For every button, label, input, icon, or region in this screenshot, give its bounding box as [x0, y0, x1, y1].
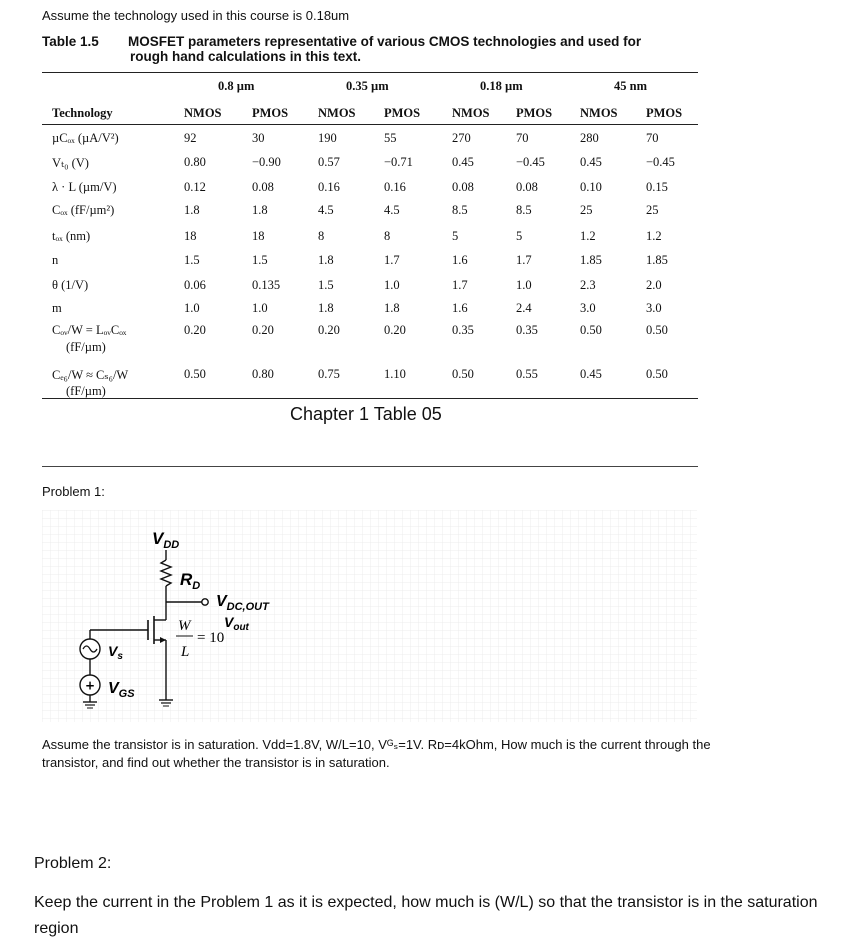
wl-value: = 10 — [197, 630, 225, 646]
table-cell: 0.20 — [184, 323, 206, 337]
table-cell: 25 — [580, 203, 593, 217]
table-cell: 1.6 — [452, 301, 468, 315]
vs-label: $V_s$ — [108, 643, 123, 662]
vout-label: $V_{out}$ — [224, 614, 249, 633]
param-name: θ (1/V) — [52, 278, 89, 292]
table-cell: −0.90 — [252, 155, 281, 169]
table-cell: 0.06 — [184, 278, 206, 292]
table-cell: 70 — [516, 131, 529, 145]
table-cell: 1.5 — [318, 278, 334, 292]
table-cell: 18 — [184, 229, 197, 243]
table-cell: 0.15 — [646, 180, 668, 194]
table-caption-line1: MOSFET parameters representative of various CMOS technologies and used for — [128, 34, 642, 49]
param-name: Vₜ₀ (V) — [52, 156, 89, 170]
table-cell: 25 — [646, 203, 659, 217]
rd-label: $R_D$ — [180, 570, 201, 592]
problem2-title: Problem 2: — [34, 855, 112, 872]
table-cell: 0.50 — [580, 323, 602, 337]
column-header: PMOS — [516, 106, 553, 120]
wl-denominator: L — [181, 644, 190, 660]
intro-text: Assume the technology used in this course is 0.18um — [42, 8, 350, 23]
column-header: Technology — [52, 106, 113, 120]
table-header-rule — [42, 124, 698, 125]
table-cell: 0.45 — [580, 367, 602, 381]
table-cell: 270 — [452, 131, 471, 145]
table-cell: 0.135 — [252, 278, 281, 292]
wl-numerator: W — [178, 618, 191, 634]
table-cell: 0.12 — [184, 180, 206, 194]
table-cell: 1.8 — [318, 301, 334, 315]
param-name: λ · L (µm/V) — [52, 180, 117, 194]
table-cell: 0.55 — [516, 367, 538, 381]
table-cell: 0.57 — [318, 155, 340, 169]
column-header: NMOS — [580, 106, 618, 120]
param-name: µCₒₓ (µA/V²) — [52, 131, 119, 145]
column-header: PMOS — [384, 106, 421, 120]
table-cell: 0.80 — [252, 367, 274, 381]
table-cell: 1.7 — [452, 278, 468, 292]
table-cell: 0.50 — [452, 367, 474, 381]
table-cell: 1.0 — [184, 301, 200, 315]
column-header: NMOS — [318, 106, 356, 120]
table-cell: −0.45 — [646, 155, 675, 169]
param-unit: (fF/µm) — [66, 384, 106, 398]
table-cell: 0.80 — [184, 155, 206, 169]
table-cell: 1.10 — [384, 367, 406, 381]
table-cell: 0.08 — [452, 180, 474, 194]
table-cell: 70 — [646, 131, 659, 145]
table-cell: 0.16 — [384, 180, 406, 194]
table-cell: 18 — [252, 229, 265, 243]
table-cell: 0.50 — [184, 367, 206, 381]
table-cell: 0.08 — [252, 180, 274, 194]
table-cell: 0.45 — [452, 155, 474, 169]
table-cell: 0.20 — [384, 323, 406, 337]
table-cell: 8.5 — [452, 203, 468, 217]
table-bottom-rule — [42, 398, 698, 399]
table-cell: 1.7 — [384, 253, 400, 267]
table-number: Table 1.5 — [42, 34, 99, 49]
table-cell: 1.0 — [384, 278, 400, 292]
table-cell: 1.8 — [184, 203, 200, 217]
table-cell: 1.8 — [384, 301, 400, 315]
plus-sign: + — [84, 678, 96, 693]
column-header: NMOS — [184, 106, 222, 120]
table-cell: 30 — [252, 131, 265, 145]
table-cell: 1.2 — [646, 229, 662, 243]
table-cell: 1.5 — [252, 253, 268, 267]
table-cell: 2.3 — [580, 278, 596, 292]
table-cell: 5 — [516, 229, 523, 243]
problem1-title: Problem 1: — [42, 484, 105, 499]
table-cell: 1.7 — [516, 253, 532, 267]
param-name: tₒₓ (nm) — [52, 229, 91, 243]
table-cell: 3.0 — [646, 301, 662, 315]
table-cell: 0.50 — [646, 323, 668, 337]
table-caption — [42, 34, 702, 64]
param-unit: (fF/µm) — [66, 340, 106, 354]
vgs-label: $V_{GS}$ — [108, 680, 135, 700]
table-cell: 8 — [384, 229, 391, 243]
table-cell: 0.10 — [580, 180, 602, 194]
table-cell: 55 — [384, 131, 397, 145]
table-cell: 0.45 — [580, 155, 602, 169]
problem1-question: Assume the transistor is in saturation. Vdd=1.8V, W/L=10, Vᴳₛ=1V. Rᴅ=4kOhm, How much is the current through the transistor, and find out whether the transistor is in saturation. — [42, 737, 711, 770]
table-cell: 1.85 — [646, 253, 668, 267]
table-cell: 2.4 — [516, 301, 532, 315]
problem2-text: Keep the current in the Problem 1 as it is expected, how much is (W/L) so that the transistor is in the saturation region — [34, 894, 818, 937]
table-cell: 1.2 — [580, 229, 596, 243]
chapter-label: Chapter 1 Table 05 — [290, 404, 442, 424]
table-cell: 0.35 — [516, 323, 538, 337]
grid-background — [42, 510, 697, 722]
table-cell: 280 — [580, 131, 599, 145]
tech-header: 0.18 µm — [480, 79, 523, 93]
table-cell: 1.0 — [252, 301, 268, 315]
table-cell: 1.8 — [252, 203, 268, 217]
table-caption-line2: rough hand calculations in this text. — [130, 49, 362, 64]
table-cell: 0.16 — [318, 180, 340, 194]
table-cell: 8.5 — [516, 203, 532, 217]
table-cell: 8 — [318, 229, 325, 243]
table-cell: 1.85 — [580, 253, 602, 267]
circuit-diagram — [42, 510, 697, 722]
column-header: PMOS — [646, 106, 683, 120]
table-cell: 2.0 — [646, 278, 662, 292]
table-cell: 5 — [452, 229, 459, 243]
tech-header: 0.35 µm — [346, 79, 389, 93]
table-cell: 0.20 — [252, 323, 274, 337]
table-cell: 1.5 — [184, 253, 200, 267]
param-name: Cₒᵥ/W = LₒᵥCₒₓ — [52, 323, 127, 337]
table-cell: 190 — [318, 131, 337, 145]
param-name: Cₒₓ (fF/µm²) — [52, 203, 115, 217]
table-cell: 0.75 — [318, 367, 340, 381]
table-cell: 1.6 — [452, 253, 468, 267]
param-name: n — [52, 253, 59, 267]
tech-header: 0.8 µm — [218, 79, 255, 93]
output-node — [202, 599, 208, 605]
vdd-label: $V_{DD}$ — [152, 529, 180, 551]
table-cell: 4.5 — [384, 203, 400, 217]
table-cell: 1.0 — [516, 278, 532, 292]
param-name: m — [52, 301, 62, 315]
table-cell: 0.35 — [452, 323, 474, 337]
section-divider — [42, 466, 698, 467]
table-cell: 4.5 — [318, 203, 334, 217]
table-cell: 1.8 — [318, 253, 334, 267]
table-cell: 92 — [184, 131, 197, 145]
tech-header: 45 nm — [614, 79, 647, 93]
table-cell: 0.50 — [646, 367, 668, 381]
column-header: PMOS — [252, 106, 289, 120]
table-cell: 3.0 — [580, 301, 596, 315]
table-cell: 0.08 — [516, 180, 538, 194]
table-cell: −0.71 — [384, 155, 413, 169]
column-header: NMOS — [452, 106, 490, 120]
param-name: Cₑ₆/W ≈ Cₛ₆/W — [52, 368, 129, 382]
table-cell: 0.20 — [318, 323, 340, 337]
table-top-rule — [42, 72, 698, 73]
table-cell: −0.45 — [516, 155, 545, 169]
vdc-out-label: $V_{DC,OUT}$ — [216, 593, 269, 613]
